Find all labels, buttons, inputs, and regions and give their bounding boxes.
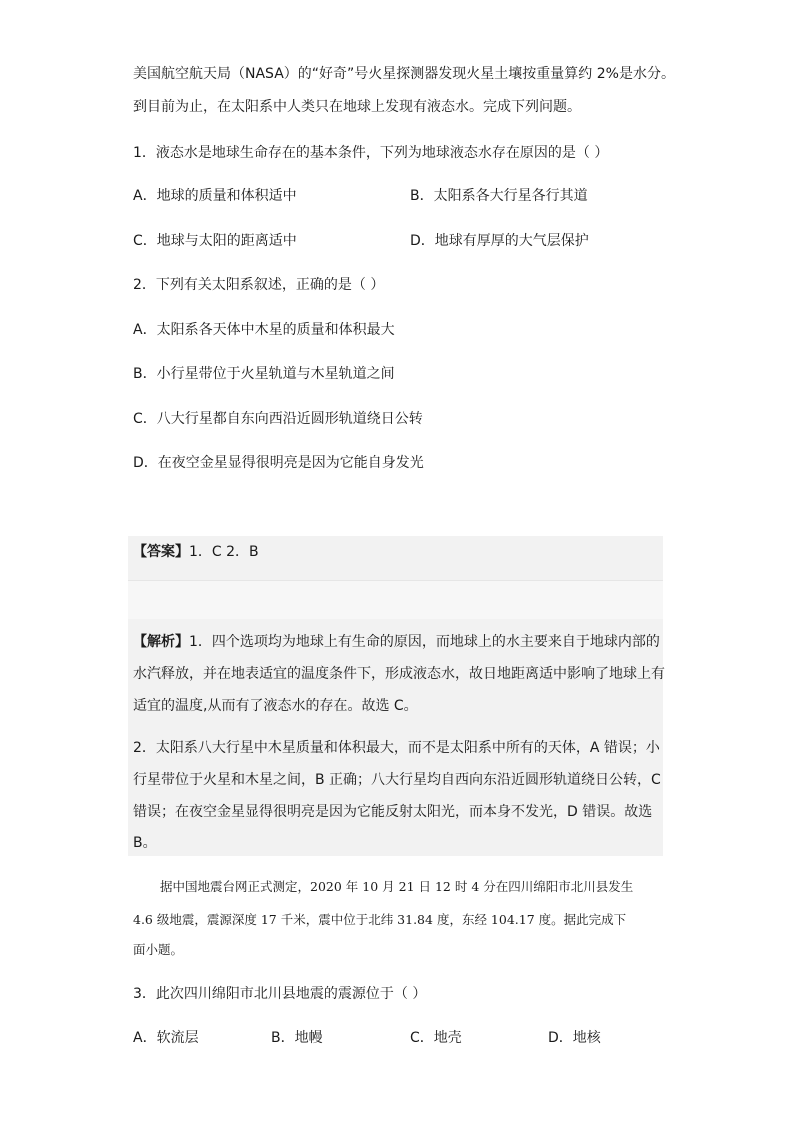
spacer-band (128, 581, 663, 619)
answer-label: 【答案】 (133, 544, 189, 560)
question-2-stem: 2．下列有关太阳系叙述，正确的是（ ） (133, 277, 385, 293)
intro-line-2: 到目前为止，在太阳系中人类只在地球上发现有液态水。完成下列问题。 (133, 99, 581, 115)
analysis-p2-line-1: 2．太阳系八大行星中木星质量和体积最大，而不是太阳系中所有的天体，A 错误；小 (133, 740, 660, 756)
analysis-p1-line-1: 1．四个选项均为地球上有生命的原因，而地球上的水主要来自于地球内部的 (189, 634, 660, 650)
q3-option-b: B．地幔 (271, 1030, 323, 1046)
q1-option-b: B．太阳系各大行星各行其道 (410, 188, 588, 204)
intro-line-1: 美国航空航天局（NASA）的“好奇”号火星探测器发现火星土壤按重量算约 2%是水分。 (133, 66, 675, 82)
q1-option-a: A．地球的质量和体积适中 (133, 188, 297, 204)
question-1-stem: 1．液态水是地球生命存在的基本条件，下列为地球液态水存在原因的是（ ） (133, 145, 609, 161)
analysis-p1-line-3: 适宜的温度,从而有了液态水的存在。故选 C。 (133, 698, 418, 714)
q1-option-c: C．地球与太阳的距离适中 (133, 233, 297, 249)
q3-option-c: C．地壳 (410, 1030, 462, 1046)
q1-option-d: D．地球有厚厚的大气层保护 (410, 233, 589, 249)
answer-text: 1．C 2．B (189, 544, 259, 560)
quake-line-1: 据中国地震台网正式测定，2020 年 10 月 21 日 12 时 4 分在四川绵阳市北川县发生 (160, 879, 634, 894)
analysis-row-1 (133, 632, 660, 652)
analysis-p2-line-3: 错误；在夜空金星显得很明亮是因为它能反射太阳光，而本身不发光，D 错误。故选 (133, 804, 653, 820)
question-3-stem: 3．此次四川绵阳市北川县地震的震源位于（ ） (133, 986, 427, 1002)
q2-option-d: D．在夜空金星显得很明亮是因为它能自身发光 (133, 455, 424, 471)
q2-option-b: B．小行星带位于火星轨道与木星轨道之间 (133, 366, 395, 382)
analysis-p2-line-4: B。 (133, 835, 157, 851)
quake-line-3: 面小题。 (133, 942, 184, 957)
answer-analysis-box (128, 536, 663, 856)
q3-option-a: A．软流层 (133, 1030, 199, 1046)
q3-option-d: D．地核 (548, 1030, 601, 1046)
answer-row (133, 542, 259, 562)
q2-option-c: C．八大行星都自东向西沿近圆形轨道绕日公转 (133, 411, 423, 427)
quake-line-2: 4.6 级地震，震源深度 17 千米，震中位于北纬 31.84 度，东经 104.17 度。据此完成下 (133, 912, 627, 927)
analysis-p1-line-2: 水汽释放，并在地表适宜的温度条件下，形成液态水，故日地距离适中影响了地球上有 (133, 666, 665, 682)
analysis-p2-line-2: 行星带位于火星和木星之间，B 正确；八大行星均自西向东沿近圆形轨道绕日公转，C (133, 772, 661, 788)
q2-option-a: A．太阳系各天体中木星的质量和体积最大 (133, 322, 395, 338)
analysis-label: 【解析】 (133, 634, 189, 650)
